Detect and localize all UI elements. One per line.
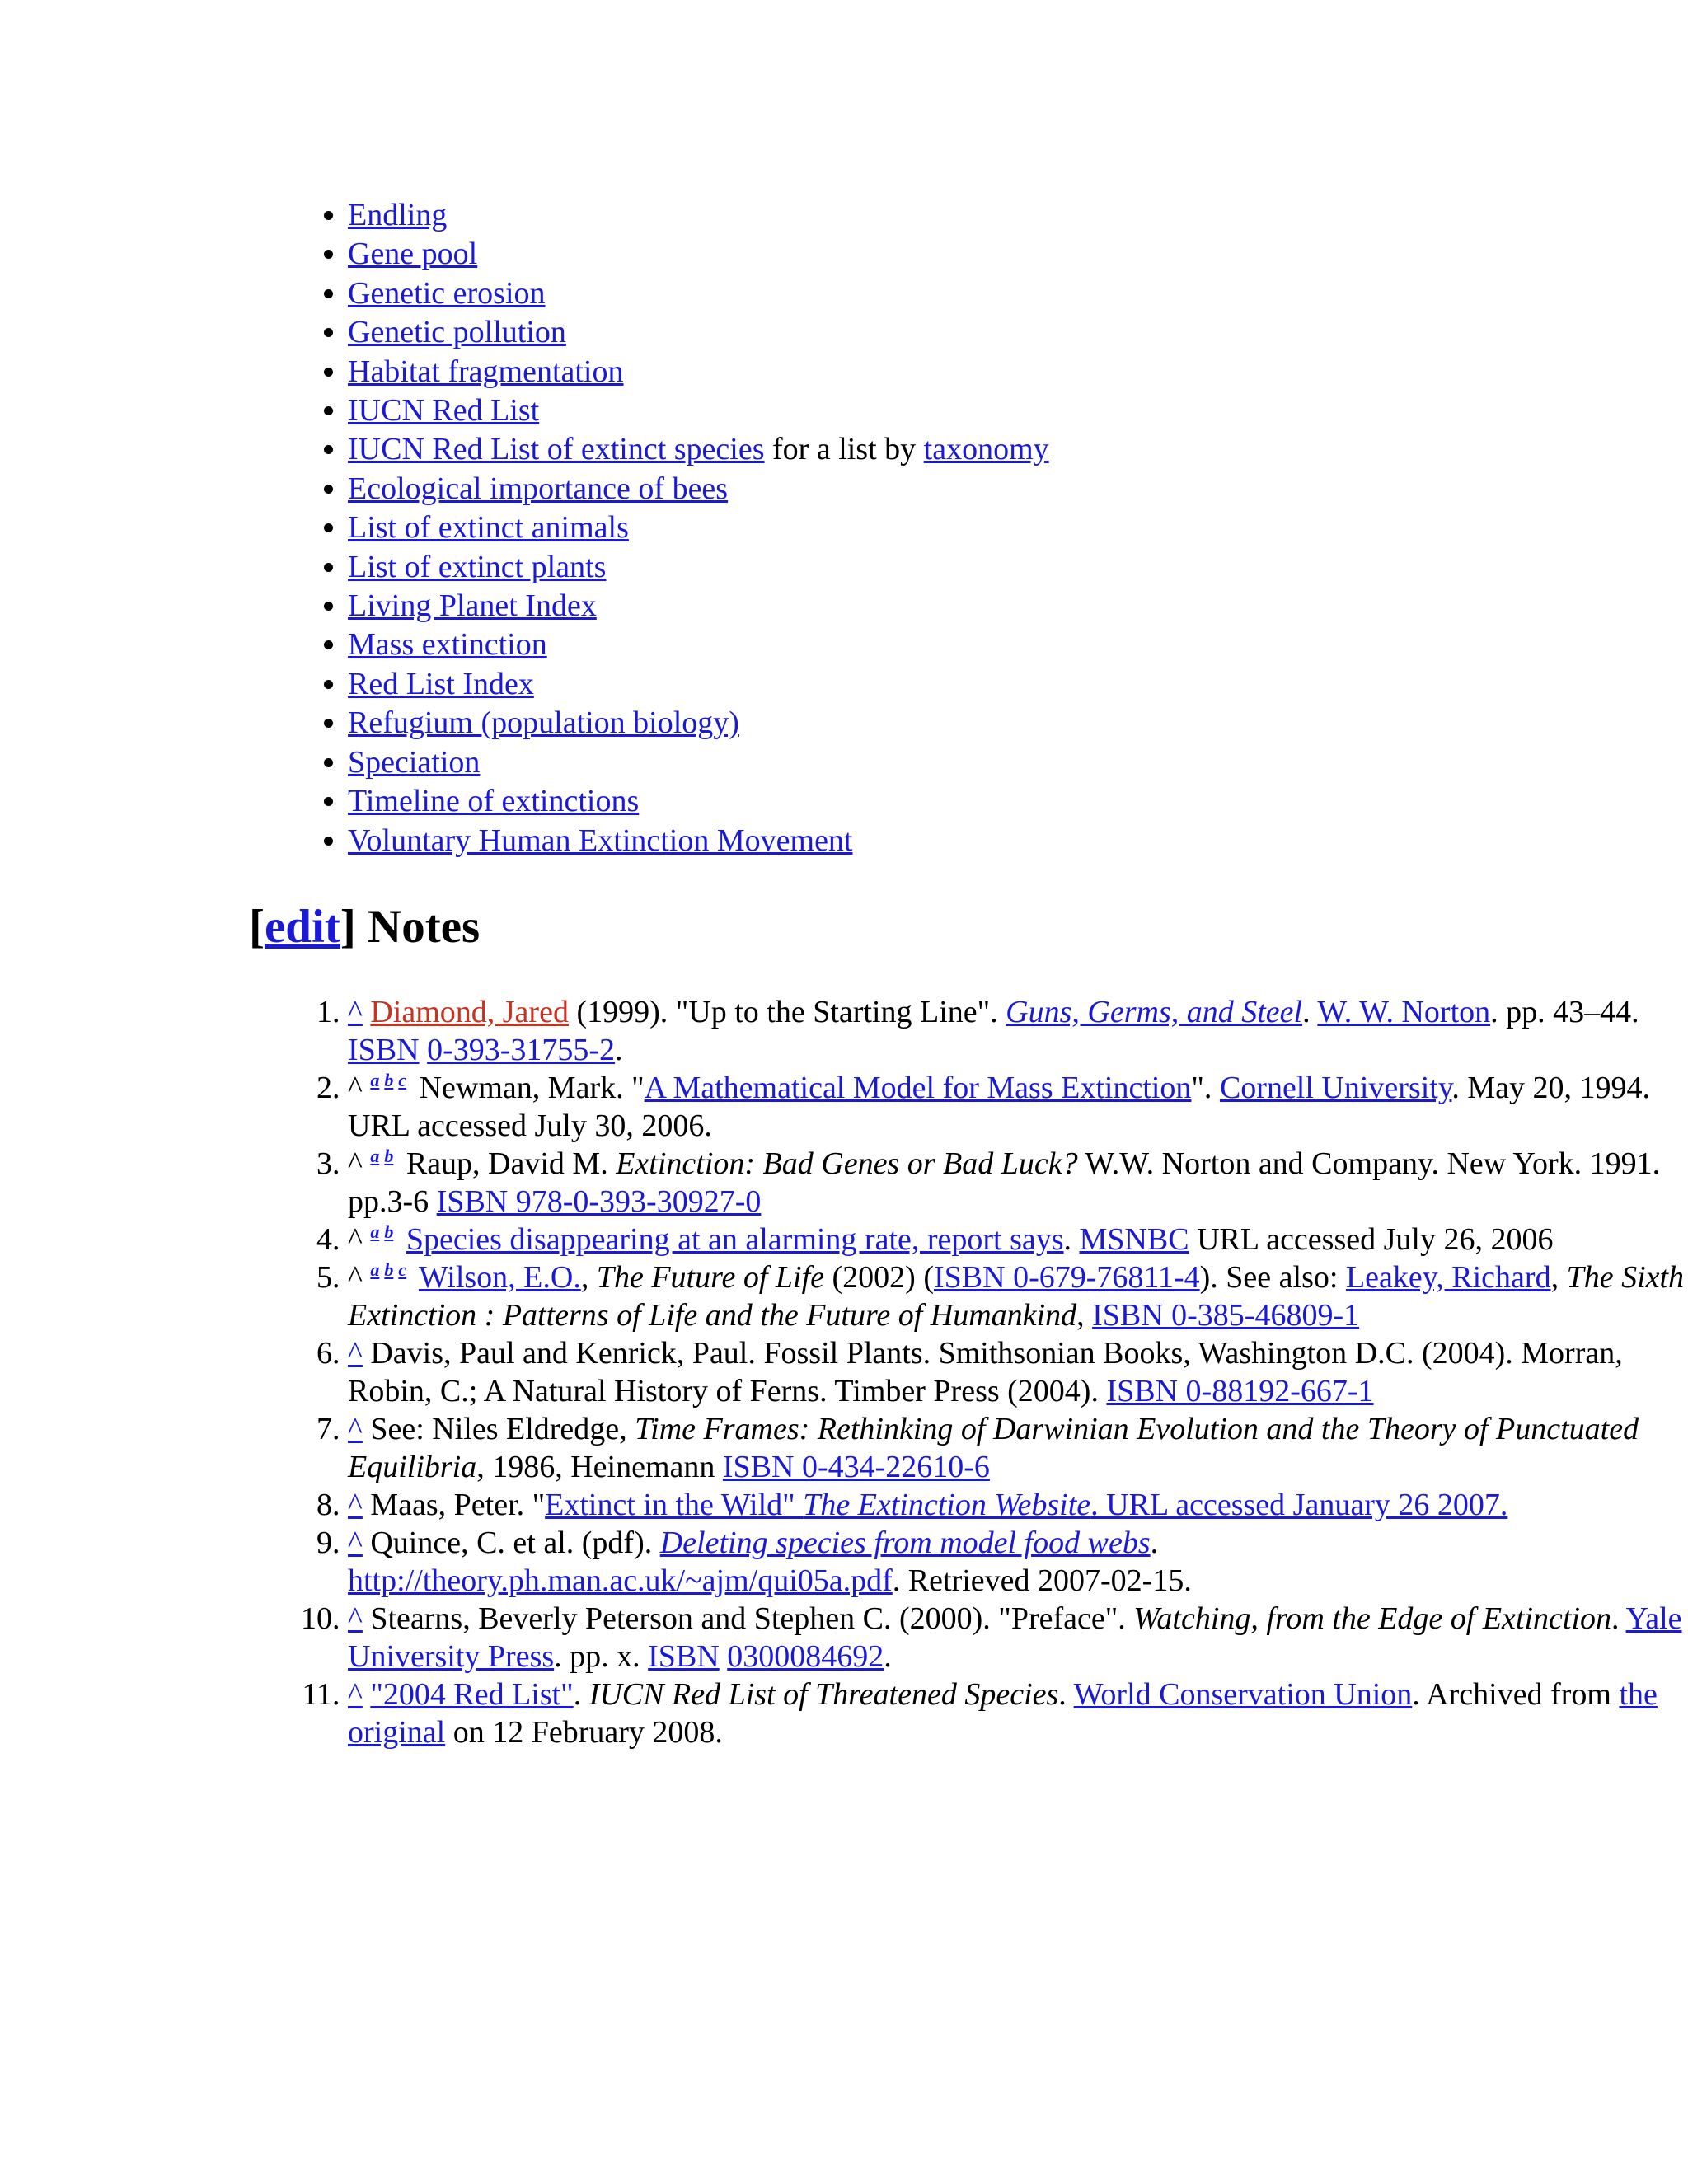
note-text: , 1986, Heinemann	[476, 1450, 723, 1484]
backlink-b[interactable]: b	[384, 1259, 394, 1280]
backlink-a[interactable]: a	[370, 1070, 380, 1090]
backlink-caret[interactable]: ^	[348, 995, 363, 1029]
note-text	[720, 1639, 728, 1674]
backlink-a[interactable]: a	[370, 1221, 380, 1242]
backlinks	[370, 1221, 398, 1242]
note-text: (2002) (	[824, 1260, 934, 1295]
link-genetic-erosion[interactable]: Genetic erosion	[348, 275, 546, 311]
book-title: The Sixth Extinction : Patterns of Life and the Future of Humankind	[348, 1260, 1685, 1333]
book-title: Extinction: Bad Genes or Bad Luck?	[616, 1146, 1078, 1181]
backlink-c[interactable]: c	[398, 1070, 407, 1090]
link-iucn-red-list[interactable]: IUCN Red List	[348, 393, 540, 429]
note-item	[348, 1258, 1688, 1334]
note-text: .	[1063, 1222, 1080, 1257]
backlinks	[370, 1259, 411, 1280]
link-endling[interactable]: Endling	[348, 198, 448, 232]
note-text: . pp. 43–44.	[1490, 995, 1639, 1029]
note-text: ). See also:	[1199, 1260, 1346, 1295]
note-text: Maas, Peter. "	[362, 1488, 546, 1522]
link-living-planet-index[interactable]: Living Planet Index	[348, 588, 597, 624]
list-item	[348, 626, 1584, 664]
backlink-caret[interactable]: ^	[348, 1601, 363, 1636]
isbn-label-link[interactable]: ISBN	[648, 1639, 720, 1674]
isbn-link[interactable]: ISBN 0-385-46809-1	[1092, 1298, 1360, 1333]
note-text: .	[1611, 1601, 1626, 1636]
edit-link[interactable]: edit	[264, 901, 340, 953]
note-text: . Retrieved 2007-02-15.	[892, 1563, 1192, 1598]
isbn-link[interactable]: ISBN 978-0-393-30927-0	[436, 1184, 762, 1219]
note-text: ,	[1076, 1298, 1093, 1333]
note-text: .	[1150, 1526, 1159, 1560]
backlink-c[interactable]: c	[398, 1259, 407, 1280]
note-text: .	[884, 1639, 892, 1674]
book-title: IUCN Red List of Threatened Species	[588, 1677, 1059, 1712]
note-text: Raup, David M.	[398, 1146, 617, 1181]
book-title: Time Frames: Rethinking of Darwinian Evolution and the Theory of Punctuated Equilibria	[348, 1412, 1639, 1484]
list-item	[348, 235, 1584, 274]
link-text: Extinct in the Wild"	[545, 1488, 804, 1522]
note-text: Quince, C. et al. (pdf).	[362, 1526, 660, 1560]
note-item	[348, 993, 1688, 1069]
section-title: Notes	[368, 901, 481, 953]
edit-bracket-open: [	[249, 901, 265, 953]
isbn-link[interactable]: ISBN 0-434-22610-6	[722, 1450, 990, 1484]
list-item	[348, 274, 1584, 313]
article-link[interactable]	[545, 1488, 1507, 1522]
note-item	[348, 1145, 1688, 1221]
note-item	[348, 1334, 1688, 1410]
backlink-caret[interactable]: ^	[348, 1677, 363, 1712]
note-item	[348, 1486, 1688, 1524]
note-item	[348, 1069, 1688, 1145]
note-text: Davis, Paul and Kenrick, Paul. Fossil Plants. Smithsonian Books, Washington D.C. (2004). Morran, Robin, C.; A Natural History of Ferns. Timber Press (2004).	[348, 1336, 1623, 1408]
link-speciation[interactable]: Speciation	[348, 744, 481, 780]
link-taxonomy[interactable]: taxonomy	[923, 432, 1049, 467]
note-text: Newman, Mark. "	[411, 1071, 645, 1105]
list-item	[348, 196, 1584, 235]
isbn-link[interactable]: 0300084692	[727, 1639, 884, 1674]
note-text: . May 20, 1994. URL accessed July 30, 2006.	[348, 1071, 1651, 1143]
link-gene-pool[interactable]: Gene pool	[348, 237, 478, 272]
book-link[interactable]	[1006, 995, 1302, 1029]
list-item	[348, 743, 1584, 782]
source-link[interactable]: MSNBC	[1079, 1222, 1189, 1257]
note-text: ,	[580, 1260, 597, 1295]
note-text: .	[615, 1033, 623, 1067]
link-iucn-red-list-extinct-species[interactable]: IUCN Red List of extinct species	[348, 432, 765, 467]
note-text	[363, 1677, 371, 1712]
backlinks	[370, 1070, 411, 1090]
see-also-list	[249, 196, 1584, 860]
list-item	[348, 704, 1584, 743]
url-link[interactable]: http://theory.ph.man.ac.uk/~ajm/qui05a.pdf	[348, 1563, 893, 1598]
note-text: . pp. x.	[554, 1639, 649, 1674]
book-title: The Future of Life	[596, 1260, 825, 1295]
backlink-caret[interactable]: ^	[348, 1336, 363, 1371]
backlink-a[interactable]: a	[370, 1146, 380, 1166]
list-item	[348, 313, 1584, 352]
note-item	[348, 1600, 1688, 1675]
note-text: (1999). "Up to the Starting Line".	[568, 995, 1006, 1029]
article-link[interactable]: A Mathematical Model for Mass Extinction	[644, 1071, 1192, 1105]
link-timeline-of-extinctions[interactable]: Timeline of extinctions	[348, 784, 640, 819]
list-item	[348, 391, 1584, 430]
author-link[interactable]: Leakey, Richard	[1345, 1260, 1551, 1295]
link-ecological-importance-of-bees[interactable]: Ecological importance of bees	[348, 471, 729, 506]
link-text: . URL accessed January 26 2007.	[1090, 1488, 1508, 1522]
list-item	[348, 782, 1584, 821]
backlink-caret[interactable]: ^	[348, 1526, 363, 1560]
link-genetic-pollution[interactable]: Genetic pollution	[348, 315, 566, 350]
original-link[interactable]: the original	[348, 1677, 1658, 1750]
publisher-link[interactable]: Yale University Press	[348, 1601, 1682, 1674]
article-link[interactable]: "2004 Red List"	[370, 1677, 574, 1712]
publisher-link[interactable]: World Conservation Union	[1073, 1677, 1413, 1712]
list-item	[348, 430, 1584, 469]
list-item	[348, 822, 1584, 860]
note-text	[398, 1222, 406, 1257]
publisher-link[interactable]: Cornell University	[1219, 1071, 1452, 1105]
link-mass-extinction[interactable]: Mass extinction	[348, 627, 547, 663]
note-text: W.W. Norton and Company. New York. 1991. pp.3-6	[348, 1146, 1661, 1219]
backlink-b[interactable]: b	[384, 1146, 394, 1166]
backlink-caret: ^	[348, 1071, 363, 1105]
note-text: See: Niles Eldredge,	[362, 1412, 635, 1446]
link-list-of-extinct-plants[interactable]: List of extinct plants	[348, 549, 607, 584]
note-text: ".	[1191, 1071, 1220, 1105]
note-text: .	[1302, 995, 1318, 1029]
author-link[interactable]: Wilson, E.O.	[418, 1260, 581, 1295]
backlink-caret: ^	[348, 1146, 363, 1181]
note-text: ,	[1550, 1260, 1567, 1295]
publisher-link[interactable]: W. W. Norton	[1317, 995, 1491, 1029]
author-link[interactable]: Diamond, Jared	[370, 995, 569, 1029]
edit-bracket-close: ]	[340, 901, 356, 953]
backlink-caret: ^	[348, 1222, 363, 1257]
note-text: on 12 February 2008.	[445, 1715, 723, 1750]
link-italic-text: The Extinction Website	[803, 1488, 1091, 1522]
backlink-caret[interactable]: ^	[348, 1488, 363, 1522]
link-habitat-fragmentation[interactable]: Habitat fragmentation	[348, 354, 624, 389]
list-item	[348, 353, 1584, 391]
article-title: Deleting species from model food webs	[659, 1526, 1151, 1560]
list-item-text: for a list by	[764, 432, 924, 467]
note-text: .	[1058, 1677, 1074, 1712]
book-title: Watching, from the Edge of Extinction	[1133, 1601, 1612, 1636]
note-text: Stearns, Beverly Peterson and Stephen C. (2000). "Preface".	[362, 1601, 1134, 1636]
link-red-list-index[interactable]: Red List Index	[348, 666, 534, 701]
backlink-a[interactable]: a	[370, 1259, 380, 1280]
backlink-b[interactable]: b	[384, 1221, 394, 1242]
book-title: Guns, Germs, and Steel	[1006, 995, 1303, 1029]
note-item	[348, 1410, 1688, 1486]
list-item	[348, 548, 1584, 587]
link-voluntary-human-extinction-movement[interactable]: Voluntary Human Extinction Movement	[348, 823, 853, 858]
backlinks	[370, 1146, 398, 1166]
link-refugium[interactable]: Refugium (population biology)	[348, 705, 739, 741]
note-text: . Archived from	[1412, 1677, 1620, 1712]
note-text: URL accessed July 26, 2006	[1189, 1222, 1554, 1257]
isbn-link[interactable]: 0-393-31755-2	[427, 1033, 616, 1067]
note-item	[348, 1524, 1688, 1600]
isbn-label-link[interactable]: ISBN	[348, 1033, 420, 1067]
note-item	[348, 1221, 1688, 1258]
note-item	[348, 1675, 1688, 1751]
notes-list	[249, 993, 1688, 1751]
list-item	[348, 665, 1584, 704]
backlink-caret[interactable]: ^	[348, 1412, 363, 1446]
article-link[interactable]: Species disappearing at an alarming rate, report says	[406, 1222, 1064, 1257]
isbn-link[interactable]: ISBN 0-679-76811-4	[934, 1260, 1200, 1295]
note-text	[420, 1033, 428, 1067]
backlink-caret: ^	[348, 1260, 363, 1295]
list-item	[348, 470, 1584, 509]
note-text	[411, 1260, 419, 1295]
link-list-of-extinct-animals[interactable]: List of extinct animals	[348, 510, 629, 546]
notes-heading	[249, 898, 480, 956]
article-link[interactable]	[660, 1526, 1151, 1560]
list-item	[348, 509, 1584, 547]
list-item	[348, 587, 1584, 626]
isbn-link[interactable]: ISBN 0-88192-667-1	[1106, 1374, 1374, 1408]
backlink-b[interactable]: b	[384, 1070, 394, 1090]
note-text: .	[573, 1677, 589, 1712]
